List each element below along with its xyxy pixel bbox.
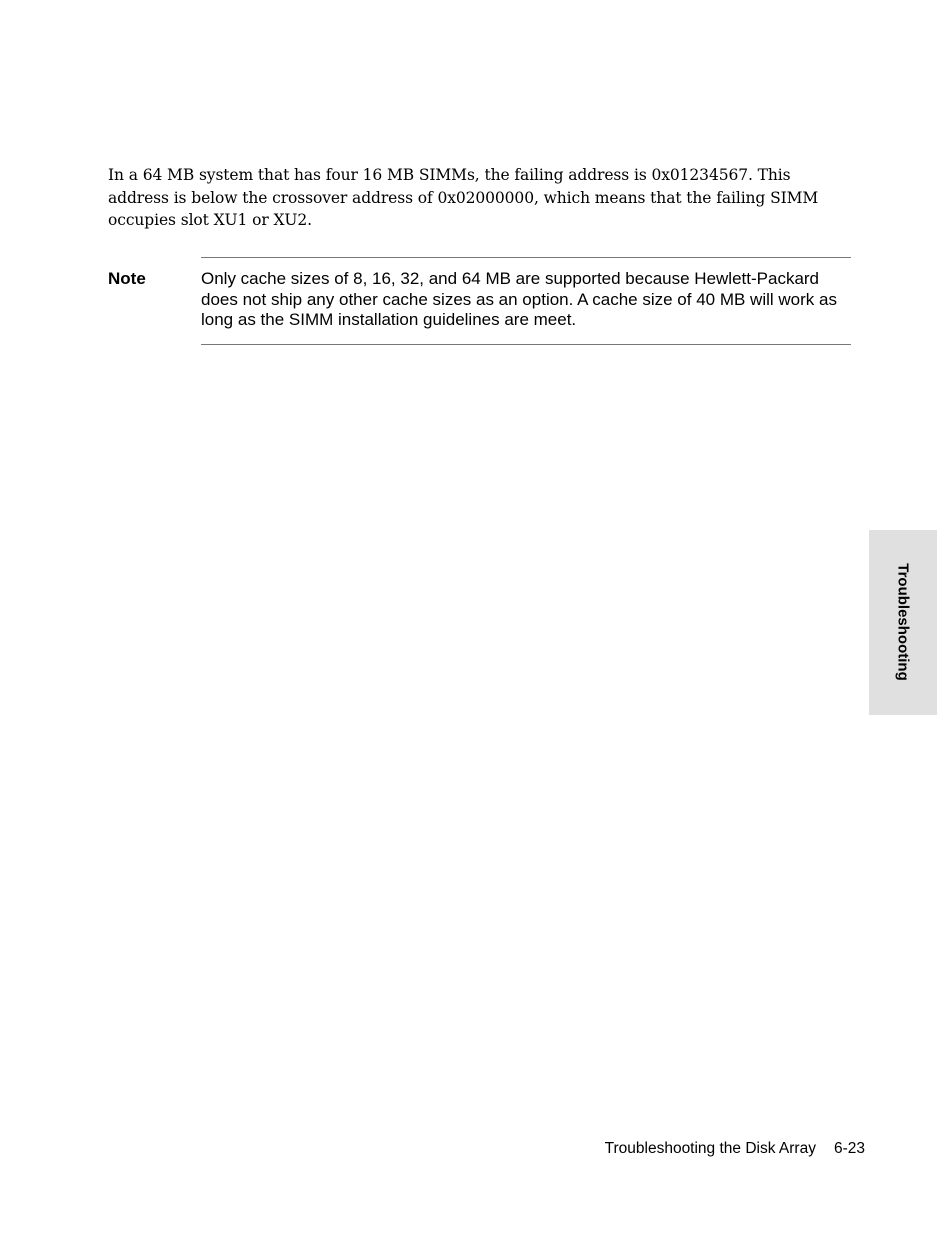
note-bottom-rule bbox=[201, 344, 851, 345]
chapter-side-tab bbox=[869, 530, 937, 715]
note-text: Only cache sizes of 8, 16, 32, and 64 MB are supported because Hewlett-Packard does not ship any other cache sizes as an option. A cache size of 40 MB will work as long as the SIMM installation guidelines are meet. bbox=[201, 269, 837, 329]
note-label: Note bbox=[108, 269, 146, 288]
footer-page-number: 6-23 bbox=[833, 1140, 865, 1157]
page-footer bbox=[605, 1139, 865, 1159]
footer-section-title: Troubleshooting the Disk Array bbox=[604, 1140, 816, 1157]
chapter-side-tab-label: Troubleshooting bbox=[894, 563, 912, 681]
note-top-rule bbox=[201, 257, 851, 258]
body-paragraph: In a 64 MB system that has four 16 MB SIMMs, the failing address is 0x01234567. This address is below the crossover address of 0x02000000, which means that the failing SIMM occupies slot XU1 or XU2. bbox=[108, 166, 819, 229]
